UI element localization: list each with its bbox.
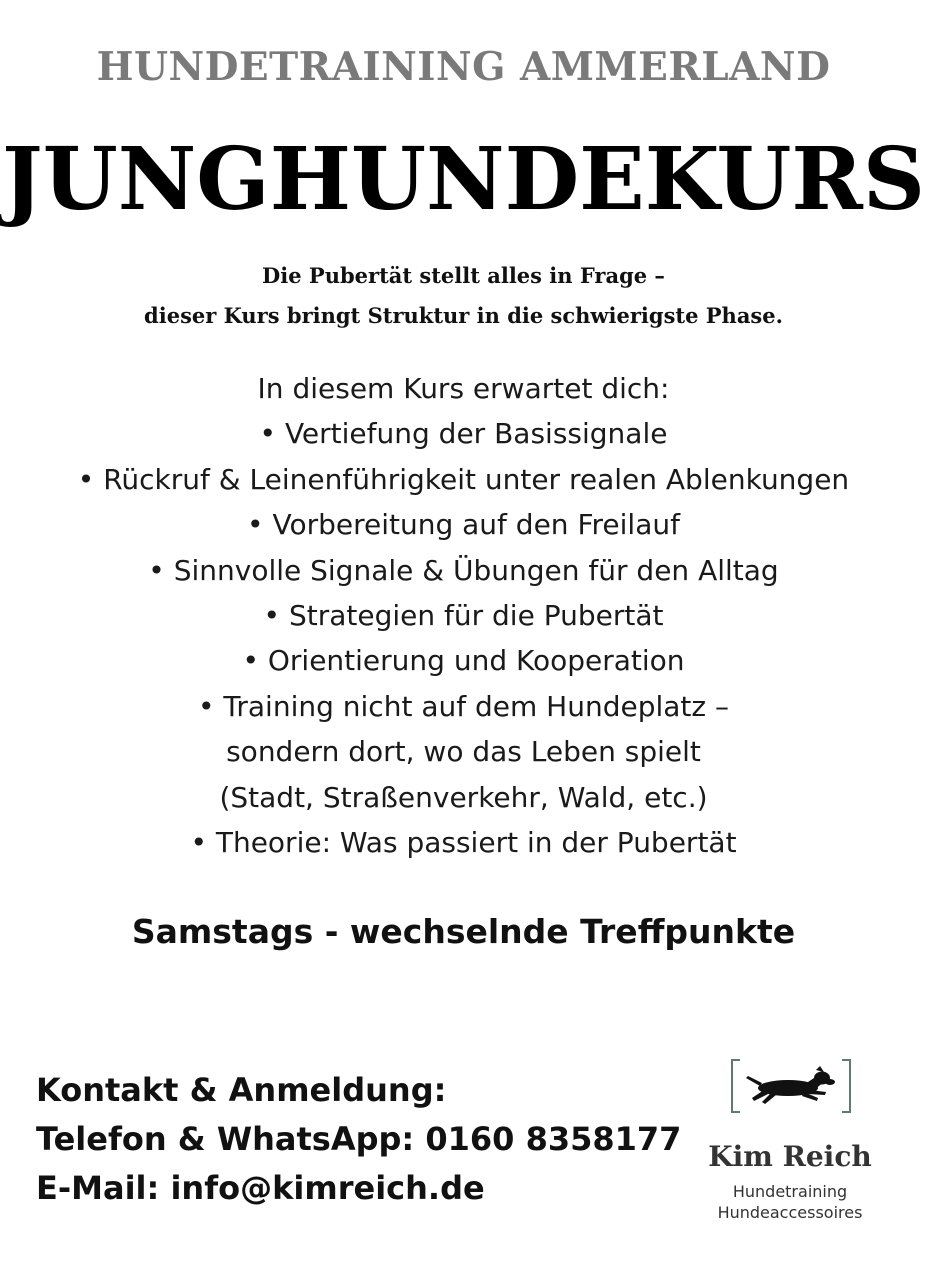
subtitle-line: dieser Kurs bringt Struktur in die schwierigste Phase. — [144, 303, 783, 328]
running-dog-icon — [730, 1058, 852, 1116]
feature-item: • Strategien für die Pubertät — [263, 599, 664, 633]
contact-block — [36, 1066, 681, 1213]
feature-item: (Stadt, Straßenverkehr, Wald, etc.) — [219, 780, 708, 814]
feature-item: • Vertiefung der Basissignale — [259, 417, 668, 451]
kicker-heading: HUNDETRAINING AMMERLAND — [96, 44, 831, 90]
feature-item: • Sinnvolle Signale & Übungen für den Alltag — [148, 553, 779, 587]
feature-list — [0, 366, 927, 865]
feature-item: • Vorbereitung auf den Freilauf — [247, 508, 680, 542]
page-title: JUNGHUNDEKURS — [2, 129, 925, 230]
feature-item: sondern dort, wo das Leben spielt — [226, 735, 701, 769]
feature-intro: In diesem Kurs erwartet dich: — [257, 372, 670, 405]
subtitle-line: Die Pubertät stellt alles in Frage – — [262, 263, 665, 288]
contact-heading: Kontakt & Anmeldung: — [36, 1071, 447, 1109]
logo-tagline: Hundeaccessoires — [717, 1203, 863, 1222]
brand-logo — [700, 1058, 880, 1228]
feature-item: • Theorie: Was passiert in der Pubertät — [190, 826, 737, 860]
feature-item: • Orientierung und Kooperation — [242, 644, 685, 678]
logo-name: Kim Reich — [708, 1140, 872, 1173]
subtitle — [0, 256, 927, 336]
contact-phone: Telefon & WhatsApp: 0160 8358177 — [36, 1120, 682, 1158]
logo-tagline: Hundetraining — [732, 1182, 848, 1201]
feature-item: • Rückruf & Leinenführigkeit unter realen Ablenkungen — [77, 462, 850, 496]
schedule-note: Samstags - wechselnde Treffpunkte — [131, 912, 796, 951]
feature-item: • Training nicht auf dem Hundeplatz – — [197, 689, 729, 723]
contact-email: E-Mail: info@kimreich.de — [36, 1169, 485, 1207]
